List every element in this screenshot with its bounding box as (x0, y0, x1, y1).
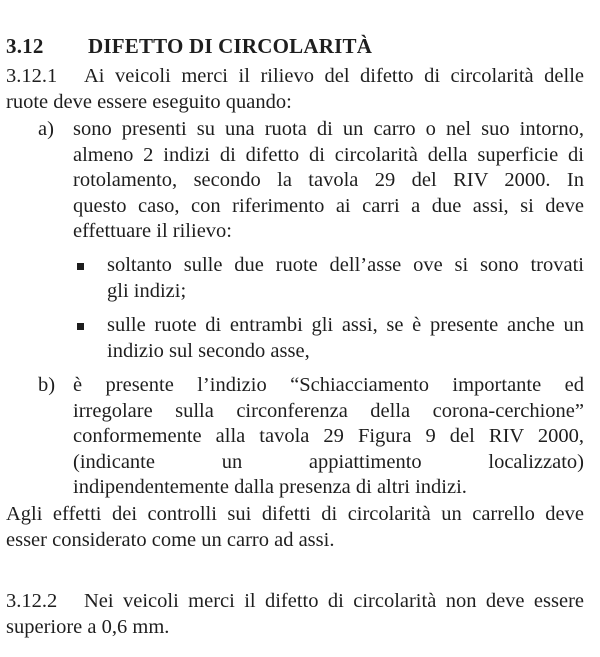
bullet-line: soltanto sulle due ruote dell’asse ove si sono trovati (107, 254, 584, 276)
paragraph-line: superiore a 0,6 mm. (6, 615, 170, 638)
bullet-square-icon (77, 263, 84, 270)
list-item-line: questo caso, con riferimento ai carri a due assi, si deve (73, 194, 584, 217)
paragraph-line (6, 589, 584, 615)
list-item-line: effettuare il rilievo: (73, 220, 232, 242)
list-item-body (73, 373, 584, 501)
list-item-line: conformemente alla tavola 29 Figura 9 del RIV 2000, (73, 425, 584, 447)
bullet-line: indizio sul secondo asse, (107, 339, 310, 362)
bullet-item-body (107, 253, 584, 304)
bullet-square-icon (77, 323, 84, 330)
list-item-a (38, 117, 584, 247)
paragraph-number: 3.12.1 (6, 65, 58, 87)
section-number: 3.12 (6, 34, 44, 58)
paragraph-line (6, 64, 584, 90)
list-item-line: (indicante un appiattimento localizzato) (73, 450, 584, 473)
list-item-line: indipendentemente dalla presenza di altri indizi. (73, 476, 467, 498)
list-item-body (73, 117, 584, 245)
section-title: DIFETTO DI CIRCOLARITÀ (88, 34, 373, 58)
bullet-item-1 (76, 253, 584, 305)
paragraph-text: Ai veicoli merci il rilievo del difetto di circolarità delle (84, 65, 584, 87)
paragraph-note (6, 502, 584, 553)
bullet-item-body (107, 313, 584, 364)
list-item-line: rotolamento, secondo la tavola 29 del RIV 2000. In (73, 169, 584, 191)
list-item-label: a) (38, 118, 54, 140)
paragraph-line: ruote deve essere eseguito quando: (6, 90, 292, 113)
bullet-item-2 (76, 313, 584, 365)
paragraph-3-12-1 (6, 64, 584, 115)
section-heading (6, 33, 372, 59)
list-item-line: è presente l’indizio “Schiacciamento importante ed (73, 374, 584, 396)
list-item-b (38, 373, 584, 503)
paragraph-line: esser considerato come un carro ad assi. (6, 528, 335, 551)
paragraph-text: Nei veicoli merci il difetto di circolarità non deve essere (84, 590, 584, 612)
list-item-line: sono presenti su una ruota di un carro o nel suo intorno, (73, 118, 584, 140)
bullet-line: sulle ruote di entrambi gli assi, se è presente anche un (107, 314, 584, 336)
paragraph-line: Agli effetti dei controlli sui difetti di circolarità un carrello deve (6, 503, 584, 525)
list-item-line: almeno 2 indizi di difetto di circolarità della superficie di (73, 143, 584, 166)
paragraph-3-12-2 (6, 589, 584, 640)
list-item-line: irregolare sulla circonferenza della corona-cerchione” (73, 399, 584, 422)
paragraph-number: 3.12.2 (6, 590, 58, 612)
list-item-label: b) (38, 374, 56, 396)
bullet-line: gli indizi; (107, 279, 187, 302)
